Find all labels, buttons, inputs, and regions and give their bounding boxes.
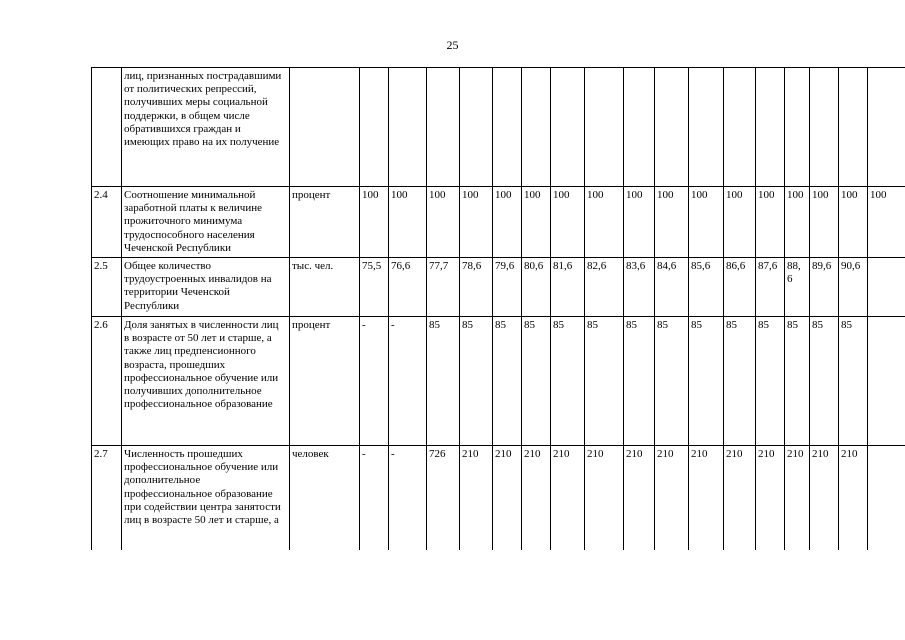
value-cell: 100 xyxy=(839,187,868,258)
value-cell xyxy=(493,68,522,187)
row-number-cell xyxy=(92,68,122,187)
row-number-cell: 2.4 xyxy=(92,187,122,258)
unit-cell: человек xyxy=(290,446,360,551)
value-cell: 210 xyxy=(655,446,689,551)
value-cell: 85 xyxy=(551,317,585,446)
value-cell xyxy=(427,68,460,187)
value-cell: 82,6 xyxy=(585,258,624,317)
value-cell: 100 xyxy=(493,187,522,258)
value-cell: - xyxy=(389,446,427,551)
value-cell: 100 xyxy=(724,187,756,258)
value-cell: 85 xyxy=(522,317,551,446)
value-cell: 85,6 xyxy=(689,258,724,317)
value-cell: 81,6 xyxy=(551,258,585,317)
value-cell: 78,6 xyxy=(460,258,493,317)
value-cell: 76,6 xyxy=(389,258,427,317)
value-cell: 210 xyxy=(689,446,724,551)
value-cell: 85 xyxy=(624,317,655,446)
value-cell xyxy=(460,68,493,187)
value-cell xyxy=(810,68,839,187)
value-cell: 210 xyxy=(756,446,785,551)
value-cell: 85 xyxy=(460,317,493,446)
value-cell: 88,6 xyxy=(785,258,810,317)
table-row xyxy=(92,317,905,446)
value-cell: 89,6 xyxy=(810,258,839,317)
unit-cell: процент xyxy=(290,317,360,446)
value-cell: 210 xyxy=(551,446,585,551)
value-cell xyxy=(868,68,905,187)
value-cell xyxy=(522,68,551,187)
value-cell xyxy=(724,68,756,187)
row-number-cell: 2.7 xyxy=(92,446,122,551)
value-cell xyxy=(389,68,427,187)
indicator-name-cell: Общее количество трудоустроенных инвалидов на территории Чеченской Республики xyxy=(122,258,290,317)
value-cell xyxy=(655,68,689,187)
page-number: 25 xyxy=(446,38,459,52)
value-cell: 100 xyxy=(868,187,905,258)
value-cell xyxy=(868,317,905,446)
value-cell: 726 xyxy=(427,446,460,551)
value-cell: 210 xyxy=(839,446,868,551)
value-cell: 100 xyxy=(460,187,493,258)
value-cell: 210 xyxy=(785,446,810,551)
value-cell xyxy=(756,68,785,187)
value-cell: 83,6 xyxy=(624,258,655,317)
value-cell: 85 xyxy=(785,317,810,446)
value-cell: 75,5 xyxy=(360,258,389,317)
value-cell: 77,7 xyxy=(427,258,460,317)
value-cell: 85 xyxy=(427,317,460,446)
value-cell: 85 xyxy=(689,317,724,446)
value-cell: 100 xyxy=(785,187,810,258)
value-cell: 100 xyxy=(655,187,689,258)
value-cell: 210 xyxy=(810,446,839,551)
row-number-cell: 2.5 xyxy=(92,258,122,317)
value-cell: 210 xyxy=(460,446,493,551)
value-cell: 84,6 xyxy=(655,258,689,317)
value-cell: 87,6 xyxy=(756,258,785,317)
value-cell xyxy=(585,68,624,187)
value-cell: - xyxy=(360,446,389,551)
value-cell xyxy=(868,258,905,317)
value-cell: 100 xyxy=(427,187,460,258)
value-cell: 210 xyxy=(724,446,756,551)
value-cell: 100 xyxy=(810,187,839,258)
table-row xyxy=(92,68,905,187)
unit-cell: процент xyxy=(290,187,360,258)
indicator-name-cell: Численность прошедших профессиональное обучение или дополнительное профессиональное образование при содействии центра занятости лиц в возрасте 50 лет и старше, а xyxy=(122,446,290,551)
indicator-name-cell: Доля занятых в численности лиц в возрасте от 50 лет и старше, а также лиц предпенсионного возраста, прошедших профессиональное обучение или получивших дополнительное профессиональное образование xyxy=(122,317,290,446)
value-cell: - xyxy=(360,317,389,446)
indicator-name-cell: лиц, признанных пострадавшими от политических репрессий, получивших меры социальной поддержки, в общем числе обратившихся граждан и имеющих право на их получение xyxy=(122,68,290,187)
value-cell: 210 xyxy=(493,446,522,551)
value-cell: 80,6 xyxy=(522,258,551,317)
value-cell: - xyxy=(389,317,427,446)
value-cell: 85 xyxy=(724,317,756,446)
value-cell: 100 xyxy=(585,187,624,258)
value-cell: 86,6 xyxy=(724,258,756,317)
unit-cell xyxy=(290,68,360,187)
value-cell: 85 xyxy=(493,317,522,446)
value-cell: 85 xyxy=(839,317,868,446)
value-cell xyxy=(360,68,389,187)
value-cell: 100 xyxy=(689,187,724,258)
unit-cell: тыс. чел. xyxy=(290,258,360,317)
indicator-name-cell: Соотношение минимальной заработной платы к величине прожиточного минимума трудоспособного населения Чеченской Республики xyxy=(122,187,290,258)
value-cell xyxy=(624,68,655,187)
indicator-table xyxy=(91,67,905,550)
value-cell xyxy=(551,68,585,187)
value-cell: 100 xyxy=(522,187,551,258)
value-cell: 79,6 xyxy=(493,258,522,317)
row-number-cell: 2.6 xyxy=(92,317,122,446)
table-row xyxy=(92,258,905,317)
value-cell xyxy=(689,68,724,187)
value-cell xyxy=(785,68,810,187)
value-cell: 90,6 xyxy=(839,258,868,317)
value-cell: 210 xyxy=(522,446,551,551)
value-cell: 100 xyxy=(756,187,785,258)
value-cell: 85 xyxy=(585,317,624,446)
value-cell: 210 xyxy=(585,446,624,551)
table-row xyxy=(92,187,905,258)
value-cell: 100 xyxy=(389,187,427,258)
table-row xyxy=(92,446,905,551)
value-cell: 85 xyxy=(810,317,839,446)
value-cell xyxy=(839,68,868,187)
value-cell: 210 xyxy=(624,446,655,551)
value-cell: 85 xyxy=(655,317,689,446)
value-cell: 100 xyxy=(624,187,655,258)
value-cell: 85 xyxy=(756,317,785,446)
value-cell xyxy=(868,446,905,551)
value-cell: 100 xyxy=(360,187,389,258)
value-cell: 100 xyxy=(551,187,585,258)
